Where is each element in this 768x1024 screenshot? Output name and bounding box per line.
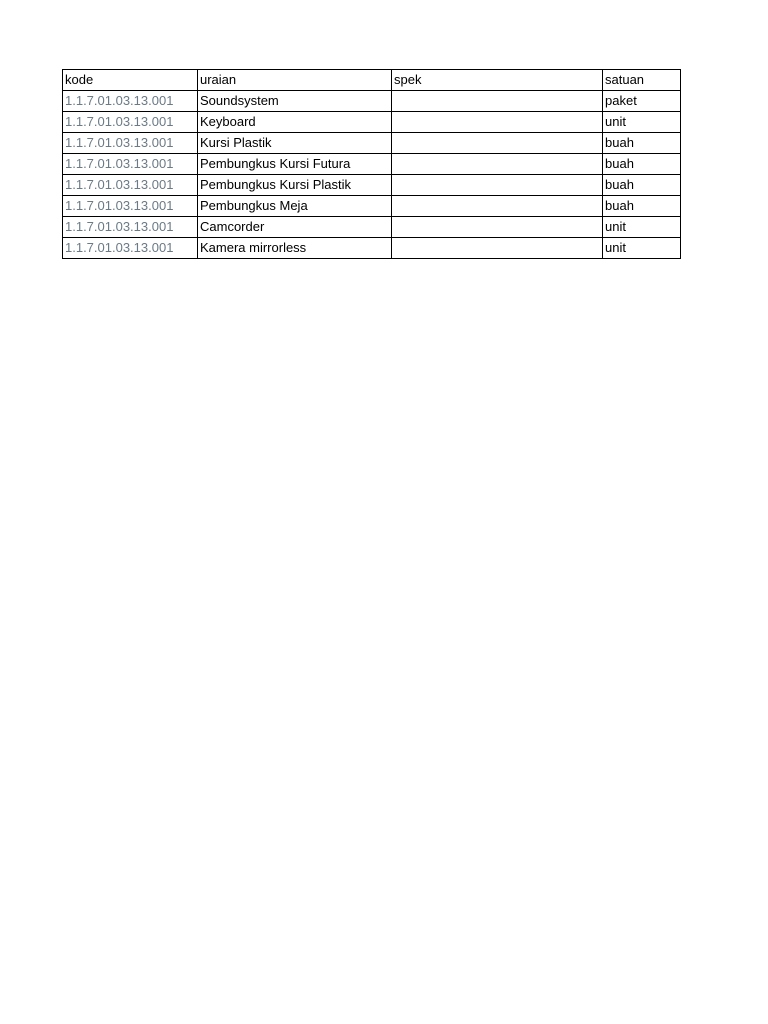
cell-uraian[interactable]: Camcorder (198, 217, 392, 238)
cell-uraian[interactable]: Pembungkus Kursi Futura (198, 154, 392, 175)
cell-spek[interactable] (392, 133, 603, 154)
table-row (63, 196, 681, 217)
cell-kode[interactable]: 1.1.7.01.03.13.001 (63, 175, 198, 196)
table-row (63, 112, 681, 133)
cell-satuan[interactable]: buah (603, 133, 681, 154)
cell-satuan[interactable]: unit (603, 238, 681, 259)
cell-kode[interactable]: 1.1.7.01.03.13.001 (63, 112, 198, 133)
table-row (63, 217, 681, 238)
table-row (63, 154, 681, 175)
cell-satuan[interactable]: buah (603, 196, 681, 217)
cell-kode[interactable]: 1.1.7.01.03.13.001 (63, 196, 198, 217)
item-table (62, 69, 681, 259)
cell-uraian[interactable]: Kamera mirrorless (198, 238, 392, 259)
cell-spek[interactable] (392, 91, 603, 112)
header-kode[interactable]: kode (63, 70, 198, 91)
header-spek[interactable]: spek (392, 70, 603, 91)
cell-uraian[interactable]: Keyboard (198, 112, 392, 133)
cell-uraian[interactable]: Soundsystem (198, 91, 392, 112)
cell-satuan[interactable]: unit (603, 112, 681, 133)
cell-uraian[interactable]: Pembungkus Meja (198, 196, 392, 217)
cell-kode[interactable]: 1.1.7.01.03.13.001 (63, 133, 198, 154)
cell-spek[interactable] (392, 154, 603, 175)
cell-kode[interactable]: 1.1.7.01.03.13.001 (63, 154, 198, 175)
header-row (63, 70, 681, 91)
cell-satuan[interactable]: paket (603, 91, 681, 112)
cell-uraian[interactable]: Pembungkus Kursi Plastik (198, 175, 392, 196)
table-row (63, 238, 681, 259)
cell-spek[interactable] (392, 217, 603, 238)
spreadsheet-sheet (62, 69, 680, 259)
cell-uraian[interactable]: Kursi Plastik (198, 133, 392, 154)
cell-spek[interactable] (392, 238, 603, 259)
table-row (63, 175, 681, 196)
cell-satuan[interactable]: buah (603, 175, 681, 196)
header-uraian[interactable]: uraian (198, 70, 392, 91)
header-satuan[interactable]: satuan (603, 70, 681, 91)
cell-spek[interactable] (392, 175, 603, 196)
table-row (63, 91, 681, 112)
cell-kode[interactable]: 1.1.7.01.03.13.001 (63, 238, 198, 259)
cell-spek[interactable] (392, 112, 603, 133)
cell-satuan[interactable]: buah (603, 154, 681, 175)
cell-spek[interactable] (392, 196, 603, 217)
cell-kode[interactable]: 1.1.7.01.03.13.001 (63, 217, 198, 238)
cell-satuan[interactable]: unit (603, 217, 681, 238)
table-row (63, 133, 681, 154)
cell-kode[interactable]: 1.1.7.01.03.13.001 (63, 91, 198, 112)
